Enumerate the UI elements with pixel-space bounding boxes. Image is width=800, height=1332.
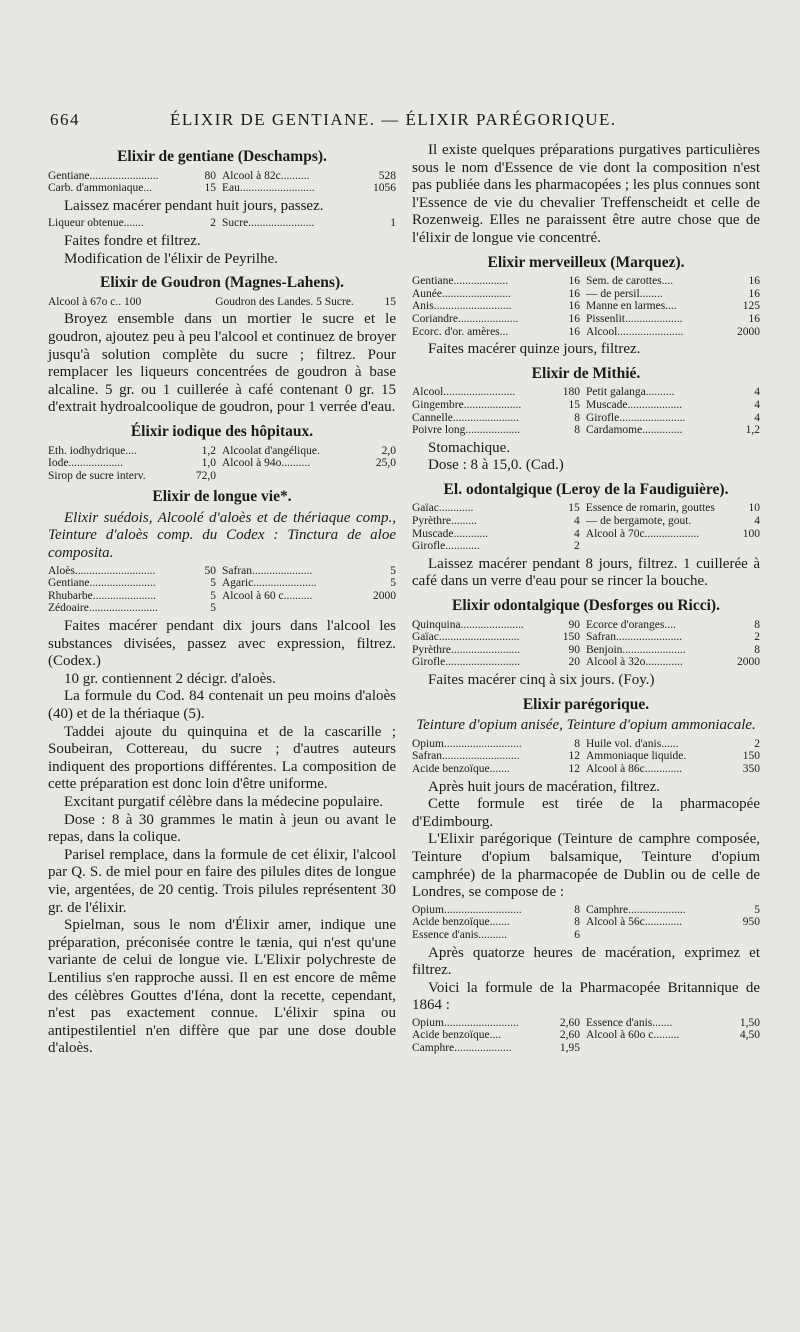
ingredient-row: [412, 1029, 760, 1042]
ingredient-row: [48, 182, 396, 195]
ingredient-name: Benjoin......................: [585, 643, 686, 656]
section-title: Élixir iodique des hôpitaux.: [130, 422, 314, 440]
ingredient-table: [412, 619, 760, 669]
ingredient-row: [412, 929, 760, 942]
paragraph: Parisel remplace, dans la formule de cet élixir, l'alcool par Q. S. de miel pour en faire des pilules dites de longue vie, argentées, de 20 centig. Trois pilules représentent 30 gr. de l'élixir.: [48, 846, 396, 916]
ingredient-name: Girofle..........................: [412, 656, 520, 669]
ingredient-name: Essence d'anis..........: [412, 928, 508, 941]
ingredient-name: [586, 1042, 715, 1055]
paragraph: Après huit jours de macération, filtrez.: [428, 778, 661, 795]
ingredient-name: Carb. d'ammoniaque...: [48, 182, 152, 195]
ingredient-quantity: 2: [754, 631, 760, 644]
ingredient-name: Pissenlit....................: [585, 312, 683, 325]
ingredient-quantity: [351, 470, 396, 483]
ingredient-name: Quinquina......................: [412, 618, 524, 631]
ingredient-quantity: 150: [562, 631, 580, 644]
paragraph: Modification de l'élixir de Peyrilhe.: [64, 250, 278, 267]
ingredient-name: Alcoolat d'angélique.: [221, 444, 320, 457]
paragraph: Broyez ensemble dans un mortier le sucre et le goudron, ajoutez peu à peu l'alcool et continuez de broyer jusqu'à solution complète du sucre ; filtrez. Pour remplacer les liqueurs concentrées de goudron à base alcaline. 5 gr. ou 1 cuillerée à café contenant 0 gr. 15 d'extrait hydroalcoolique de goudron, pour 1 verrée d'eau.: [48, 311, 396, 416]
ingredient-name: Sucre.......................: [221, 217, 315, 230]
ingredient-quantity: 12: [568, 762, 580, 775]
ingredient-quantity: 15: [384, 295, 396, 308]
ingredient-quantity: [351, 602, 396, 615]
ingredient-name: Coriandre.....................: [412, 312, 519, 325]
ingredient-quantity: 4: [754, 398, 760, 411]
ingredient-quantity: 5: [210, 589, 216, 602]
ingredient-row: [412, 619, 760, 632]
ingredient-quantity: 72,0: [195, 469, 216, 482]
ingredient-name: Sirop de sucre interv.: [48, 469, 146, 482]
ingredient-quantity: 350: [742, 762, 760, 775]
paragraph: Spielman, sous le nom d'Élixir amer, indique une préparation, préconisée contre le tænia, qui n'est qu'une variante de celui de longue vie. L'Elixir polychreste de Lentilius s'en rapproche aussi. Il en est encore de même des célèbres Gouttes d'Iéna, dont la recette, cependant, n'est pas exactement connue. L'élixir spina ou antipestilentiel n'en diffère que par une dose double d'aloès.: [48, 917, 396, 1057]
ingredient-row: [48, 565, 396, 578]
ingredient-row: [48, 457, 396, 470]
ingredient-quantity: 20: [568, 656, 580, 669]
ingredient-row: [412, 738, 760, 751]
ingredient-table: [412, 904, 760, 942]
ingredient-name: Poivre long...................: [412, 424, 520, 437]
ingredient-name: Alcool.......................: [585, 325, 684, 338]
ingredient-name: Aunée........................: [412, 287, 512, 300]
ingredient-name: Opium...........................: [412, 737, 522, 750]
ingredient-quantity: 5: [210, 577, 216, 590]
ingredient-name: Alcool à 70c...................: [585, 527, 700, 540]
ingredient-row: [412, 386, 760, 399]
ingredient-quantity: 8: [574, 903, 580, 916]
left-column: [48, 142, 396, 1058]
ingredient-quantity: 15: [568, 398, 580, 411]
ingredient-name: Liqueur obtenue.......: [48, 217, 144, 230]
ingredient-name: Petit galanga..........: [585, 386, 675, 399]
ingredient-quantity: 2,60: [559, 1029, 580, 1042]
ingredient-name: Girofle.......................: [585, 411, 686, 424]
ingredient-name: Cannelle.......................: [412, 411, 519, 424]
ingredient-name: — de bergamote, gout.: [585, 515, 692, 528]
ingredient-quantity: 8: [754, 618, 760, 631]
ingredient-quantity: 90: [568, 618, 580, 631]
ingredient-table: [48, 217, 396, 230]
paragraph: Excitant purgatif célèbre dans la médecine populaire.: [64, 793, 384, 810]
ingredient-name: [586, 540, 715, 553]
ingredient-name: Alcool.........................: [412, 386, 516, 399]
ingredient-quantity: 16: [568, 275, 580, 288]
ingredient-quantity: 8: [754, 643, 760, 656]
ingredient-quantity: [715, 540, 760, 553]
ingredient-name: — de persil........: [585, 287, 663, 300]
ingredient-quantity: 8: [574, 737, 580, 750]
ingredient-name: Gingembre....................: [412, 398, 522, 411]
ingredient-row: [48, 170, 396, 183]
ingredient-name: Muscade...................: [585, 398, 683, 411]
ingredient-quantity: 16: [748, 275, 760, 288]
paragraph: Cette formule est tirée de la pharmacopée d'Edimbourg.: [412, 796, 760, 830]
ingredient-quantity: 15: [204, 182, 216, 195]
ingredient-row: [412, 313, 760, 326]
ingredient-quantity: 8: [574, 411, 580, 424]
ingredient-row: [412, 904, 760, 917]
ingredient-name: Alcool à 94o..........: [221, 457, 311, 470]
ingredient-row: [412, 424, 760, 437]
ingredient-name: Camphre....................: [412, 1042, 512, 1055]
ingredient-name: Huile vol. d'anis......: [585, 737, 679, 750]
ingredient-quantity: 4: [574, 527, 580, 540]
paragraph: Voici la formule de la Pharmacopée Britannique de 1864 :: [412, 979, 760, 1014]
running-header: [50, 110, 762, 134]
ingredient-name: Goudron des Landes. 5 Sucre.: [215, 295, 354, 308]
ingredient-quantity: 2,60: [559, 1016, 580, 1029]
page-number: 664: [50, 110, 80, 129]
ingredient-quantity: 125: [742, 300, 760, 313]
ingredient-name: Safran...........................: [412, 750, 520, 763]
section-title: Elixir de Goudron (Magnes-Lahens).: [99, 274, 344, 292]
ingredient-quantity: 100: [742, 527, 760, 540]
ingredient-table: [412, 275, 760, 338]
ingredient-quantity: 4: [754, 386, 760, 399]
ingredient-quantity: 1,2: [201, 444, 216, 457]
ingredient-table: [412, 502, 760, 552]
ingredient-row: [412, 916, 760, 929]
ingredient-row: [48, 445, 396, 458]
section-title: Elixir odontalgique (Desforges ou Ricci).: [452, 597, 720, 615]
ingredient-name: Zédoaire........................: [48, 602, 158, 615]
ingredient-row: [412, 750, 760, 763]
ingredient-name: Alcool à 32o.............: [585, 656, 683, 669]
ingredient-name: Essence d'anis.......: [585, 1016, 673, 1029]
ingredient-quantity: 2: [210, 217, 216, 230]
ingredient-quantity: [715, 929, 760, 942]
ingredient-name: Alcool à 60o c.........: [585, 1029, 680, 1042]
ingredient-name: Ecorce d'oranges....: [585, 618, 676, 631]
paragraph: Stomachique.: [428, 439, 511, 456]
ingredient-quantity: 150: [742, 750, 760, 763]
section-title: Elixir de gentiane (Deschamps).: [117, 148, 327, 165]
ingredient-quantity: 5: [390, 577, 396, 590]
ingredient-name: Manne en larmes....: [585, 300, 677, 313]
ingredient-quantity: 16: [748, 287, 760, 300]
ingredient-row: [48, 590, 396, 603]
ingredient-quantity: 4: [574, 515, 580, 528]
paragraph: Dose : 8 à 15,0. (Cad.): [428, 457, 564, 474]
ingredient-name: Acide benzoïque.......: [412, 762, 510, 775]
ingredient-quantity: 4: [754, 515, 760, 528]
running-head: ÉLIXIR DE GENTIANE. — ÉLIXIR PARÉGORIQUE.: [170, 110, 617, 129]
ingredient-name: Eth. iodhydrique....: [48, 444, 137, 457]
ingredient-name: [222, 602, 351, 615]
ingredient-name: Ammoniaque liquide.: [585, 750, 687, 763]
ingredient-quantity: 25,0: [375, 457, 396, 470]
ingredient-row: [48, 602, 396, 615]
ingredient-quantity: 1,95: [559, 1042, 580, 1055]
ingredient-quantity: 16: [568, 287, 580, 300]
ingredient-quantity: 16: [568, 312, 580, 325]
ingredient-name: Eau..........................: [221, 182, 315, 195]
section-title: Elixir merveilleux (Marquez).: [487, 253, 685, 271]
paragraph: Faites macérer cinq à six jours. (Foy.): [428, 672, 655, 688]
paragraph: Il existe quelques préparations purgatives particulières sous le nom d'Essence de vie dont la composition n'est pas publiée dans les pharmacopées ; les plus connues sont l'Essence de vie du chevalier Treffenscheidt et celle de Rozenweig. Elles ne paraissent être autre chose que de l'élixir de longue vie concentré.: [412, 142, 760, 246]
ingredient-quantity: 4,50: [739, 1029, 760, 1042]
ingredient-row: [412, 300, 760, 313]
ingredient-table: [412, 1017, 760, 1055]
ingredient-quantity: 1056: [373, 182, 396, 195]
section-subtitle: Teinture d'opium anisée, Teinture d'opium ammoniacale.: [416, 717, 756, 734]
ingredient-quantity: 8: [574, 916, 580, 929]
ingredient-quantity: 90: [568, 643, 580, 656]
ingredient-quantity: 2,0: [381, 444, 396, 457]
ingredient-name: Safran.......................: [585, 631, 683, 644]
ingredient-row: [412, 1017, 760, 1030]
ingredient-quantity: 4: [754, 411, 760, 424]
ingredient-row: [412, 528, 760, 541]
ingredient-name: Cardamome..............: [585, 424, 683, 437]
ingredient-table: [48, 296, 396, 309]
ingredient-row: [412, 412, 760, 425]
ingredient-table: [48, 170, 396, 195]
ingredient-row: [412, 399, 760, 412]
paragraph: Elixir suédois, Alcoolé d'aloès et de thériaque comp., Teinture d'aloès comp. du Codex : Tinctura de aloe composita.: [48, 509, 396, 562]
ingredient-name: Gentiane........................: [48, 169, 159, 182]
paragraph: La formule du Cod. 84 contenait un peu moins d'aloès (40) et de la thériaque (5).: [48, 688, 396, 722]
paragraph: Après quatorze heures de macération, exprimez et filtrez.: [412, 944, 760, 979]
ingredient-row: [412, 502, 760, 515]
ingredient-row: [412, 1042, 760, 1055]
ingredient-name: Alcool à 82c..........: [221, 169, 310, 182]
ingredient-name: Essence de romarin, gouttes: [585, 502, 715, 515]
ingredient-quantity: 80: [204, 169, 216, 182]
paragraph: 10 gr. contiennent 2 décigr. d'aloès.: [64, 670, 276, 687]
paragraph: Faites macérer quinze jours, filtrez.: [428, 341, 641, 358]
ingredient-quantity: 528: [378, 169, 396, 182]
ingredient-name: Pyrèthre.........: [412, 515, 477, 528]
ingredient-name: [222, 470, 351, 483]
ingredient-row: [412, 763, 760, 776]
ingredient-name: Girofle............: [412, 540, 480, 553]
ingredient-quantity: 5: [390, 564, 396, 577]
ingredient-name: Safran.....................: [221, 564, 313, 577]
paragraph: Faites fondre et filtrez.: [64, 232, 201, 249]
ingredient-name: Alcool à 60 c..........: [221, 589, 313, 602]
ingredient-name: [586, 929, 715, 942]
ingredient-quantity: 6: [574, 928, 580, 941]
ingredient-name: Alcool à 86c.............: [585, 762, 683, 775]
ingredient-row: [412, 275, 760, 288]
ingredient-row: [48, 470, 396, 483]
ingredient-row: [412, 631, 760, 644]
section-title: El. odontalgique (Leroy de la Faudiguière).: [443, 480, 729, 498]
ingredient-name: Agaric......................: [221, 577, 317, 590]
ingredient-quantity: 1,50: [739, 1016, 760, 1029]
ingredient-quantity: 2000: [737, 325, 760, 338]
ingredient-name: Acide benzoïque....: [412, 1029, 502, 1042]
ingredient-name: Rhubarbe......................: [48, 589, 156, 602]
ingredient-quantity: 2000: [373, 589, 396, 602]
paragraph: Dose : 8 à 30 grammes le matin à jeun ou avant le repas, dans la colique.: [48, 811, 396, 846]
paragraph: Laissez macérer pendant huit jours, passez.: [64, 197, 324, 214]
ingredient-name: Pyrèthre........................: [412, 643, 520, 656]
paragraph: Laissez macérer pendant 8 jours, filtrez. 1 cuillerée à café dans un verre d'eau pour se rincer la bouche.: [412, 555, 760, 590]
ingredient-table: [48, 565, 396, 615]
ingredient-name: Opium...........................: [412, 903, 522, 916]
ingredient-row: [412, 540, 760, 553]
ingredient-quantity: 1,0: [201, 457, 216, 470]
ingredient-row: [412, 656, 760, 669]
ingredient-quantity: 180: [562, 386, 580, 399]
ingredient-quantity: 8: [574, 424, 580, 437]
ingredient-quantity: [715, 1042, 760, 1055]
ingredient-quantity: 12: [568, 750, 580, 763]
ingredient-quantity: 5: [754, 903, 760, 916]
ingredient-name: Aloès............................: [48, 564, 156, 577]
ingredient-name: Gaïac............: [412, 502, 474, 515]
right-column: [412, 142, 760, 1058]
ingredient-name: Alcool à 56c.............: [585, 916, 683, 929]
ingredient-name: Alcool à 67o c.. 100: [48, 295, 142, 308]
ingredient-quantity: 1,2: [745, 424, 760, 437]
ingredient-row: [48, 296, 396, 309]
ingredient-name: Gentiane...................: [412, 275, 509, 288]
ingredient-table: [412, 738, 760, 776]
ingredient-quantity: 16: [568, 300, 580, 313]
ingredient-name: Gentiane.......................: [48, 577, 156, 590]
ingredient-name: Muscade............: [412, 527, 489, 540]
ingredient-name: Iode...................: [48, 457, 124, 470]
ingredient-quantity: 2: [754, 737, 760, 750]
ingredient-quantity: 50: [204, 564, 216, 577]
ingredient-name: Anis...........................: [412, 300, 512, 313]
section-title: Elixir de Mithié.: [531, 364, 641, 382]
ingredient-row: [412, 644, 760, 657]
ingredient-quantity: 16: [748, 312, 760, 325]
ingredient-name: Acide benzoïque.......: [412, 916, 510, 929]
ingredient-quantity: 10: [748, 502, 760, 515]
ingredient-table: [48, 445, 396, 483]
paragraph: L'Elixir parégorique (Teinture de camphre composée, Teinture d'opium balsamique, Teinture d'opium camphrée) de la pharmacopée de Dublin ou de celle de Londres, se compose de :: [412, 831, 760, 901]
ingredient-name: Ecorc. d'or. amères...: [412, 325, 509, 338]
ingredient-quantity: 1: [390, 217, 396, 230]
ingredient-row: [48, 217, 396, 230]
ingredient-quantity: 2000: [737, 656, 760, 669]
paragraph: Taddei ajoute du quinquina et de la cascarille ; Soubeiran, Cottereau, du sucre ; d'autres auteurs indiquent des proportions différentes. La composition de cette préparation est donc loin d'être uniforme.: [48, 723, 396, 793]
ingredient-quantity: [174, 296, 216, 309]
ingredient-row: [412, 326, 760, 339]
ingredient-row: [48, 577, 396, 590]
ingredient-row: [412, 515, 760, 528]
ingredient-name: Sem. de carottes....: [585, 275, 674, 288]
section-title: Elixir parégorique.: [522, 695, 650, 713]
ingredient-quantity: 16: [568, 325, 580, 338]
ingredient-name: Opium..........................: [412, 1016, 519, 1029]
paragraph: Faites macérer pendant dix jours dans l'alcool les substances divisées, passez avec expression, filtrez. (Codex.): [48, 618, 396, 670]
ingredient-name: Gaïac............................: [412, 631, 520, 644]
ingredient-quantity: 2: [574, 540, 580, 553]
ingredient-name: Camphre....................: [585, 903, 686, 916]
ingredient-quantity: 950: [742, 916, 760, 929]
section-title: Elixir de longue vie*.: [152, 488, 292, 506]
ingredient-quantity: 5: [210, 602, 216, 615]
ingredient-table: [412, 386, 760, 436]
ingredient-row: [412, 288, 760, 301]
ingredient-quantity: 15: [568, 502, 580, 515]
